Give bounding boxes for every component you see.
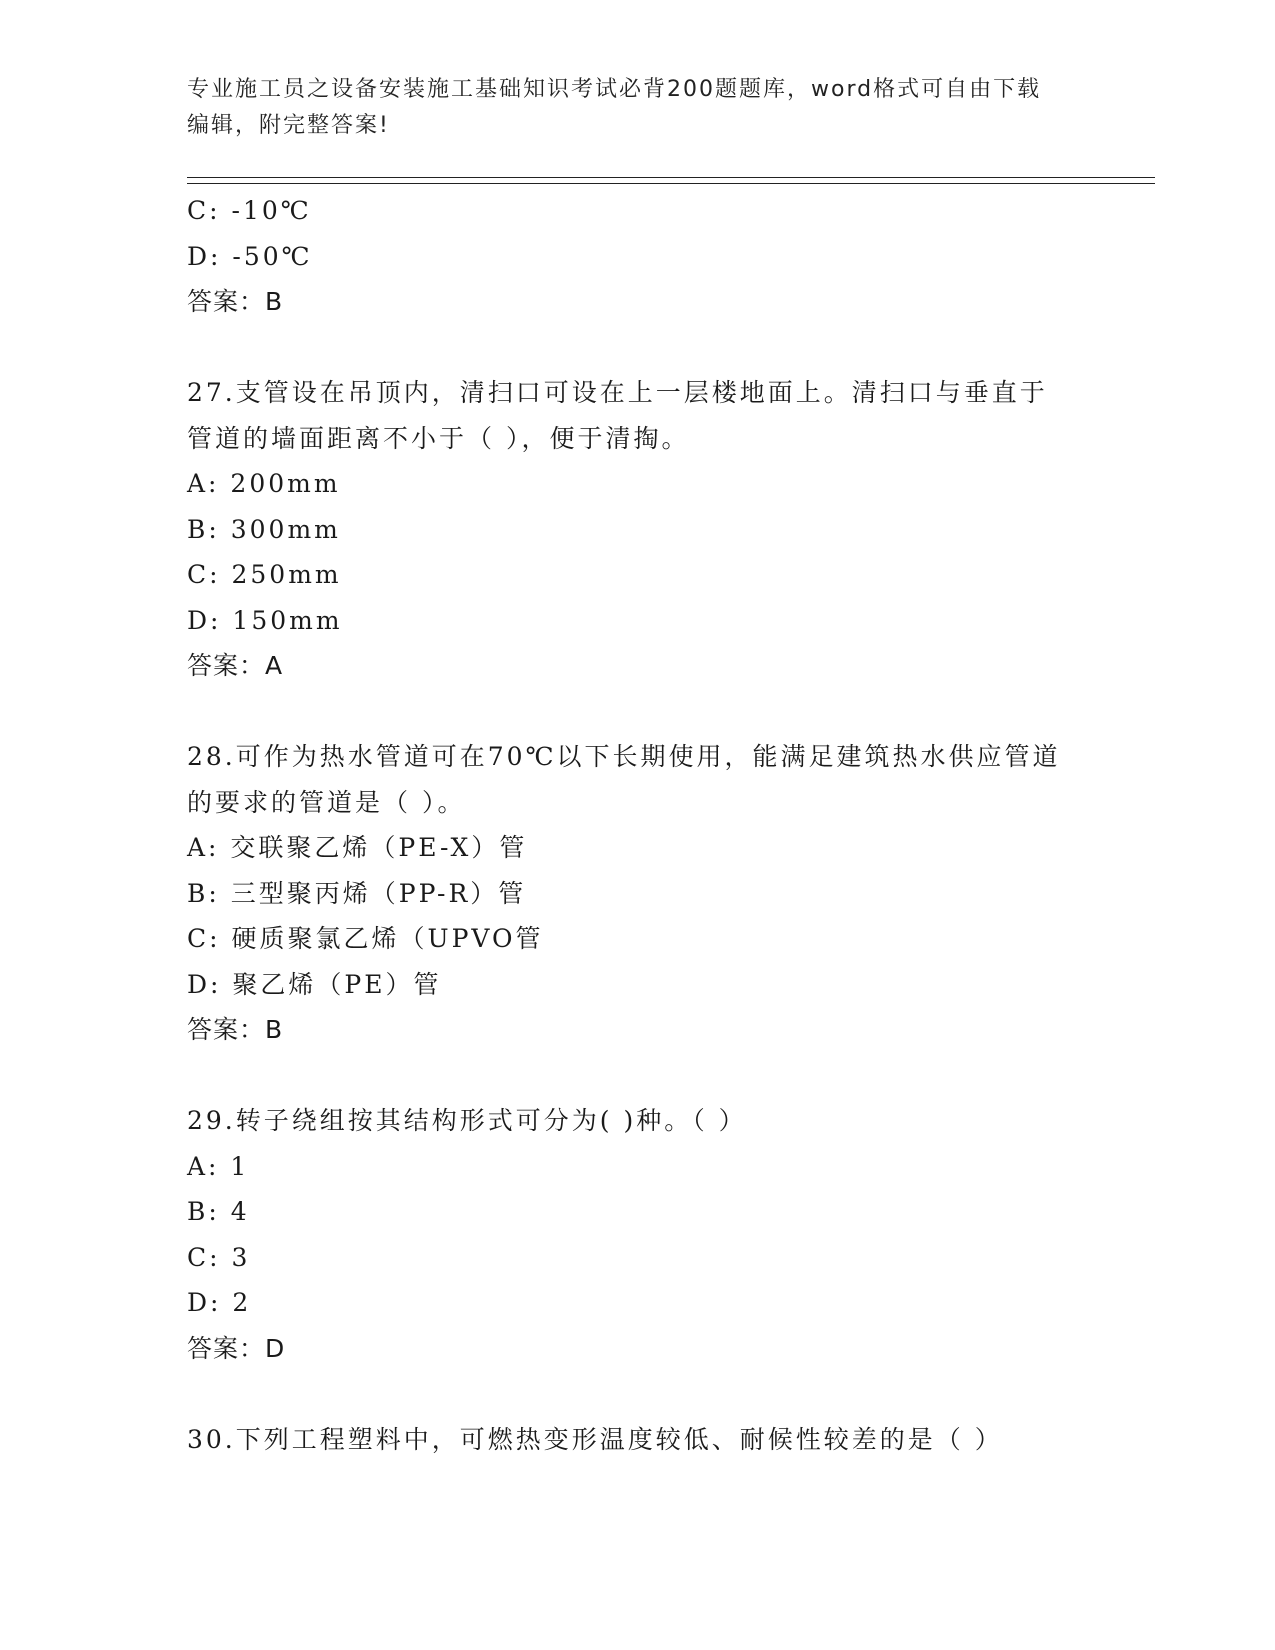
spacer [187,1371,1087,1417]
header-divider-top [187,177,1155,178]
q27-option-d: D: 150mm [187,605,343,635]
spacer [187,1053,1087,1099]
q27-answer: 答案：A [187,651,284,680]
q29-stem-line-1: 29.转子绕组按其结构形式可分为( )种。（ ） [187,1106,747,1135]
q28-option-d: D: 聚乙烯（PE）管 [187,969,442,999]
q29-answer: 答案：D [187,1333,286,1363]
spacer [187,325,1087,371]
q29-option-c: C: 3 [187,1242,251,1272]
q29-option-b: B: 4 [187,1197,250,1226]
q29-option-d: D: 2 [187,1288,252,1317]
q28-option-a: A: 交联聚乙烯（PE-X）管 [187,833,528,862]
q27-option-b: B: 300mm [187,514,341,544]
header-divider-bottom [187,183,1155,184]
q28-answer: 答案：B [187,1015,284,1044]
q28-option-b: B: 三型聚丙烯（PP-R）管 [187,878,527,908]
prev-option-c: C: -10℃ [187,196,312,225]
prev-answer: 答案：B [187,287,284,316]
prev-option-d: D: -50℃ [187,241,313,271]
q28-option-c: C: 硬质聚氯乙烯（UPVO管 [187,924,544,953]
question-list [187,188,1087,1462]
q27-stem-line-1: 27.支管设在吊顶内，清扫口可设在上一层楼地面上。清扫口与垂直于 [187,378,1048,407]
q28-stem-line-1: 28.可作为热水管道可在70℃以下长期使用，能满足建筑热水供应管道 [187,742,1061,771]
document-header [187,72,1067,144]
header-line-2: 编辑，附完整答案! [187,113,390,138]
q27-stem-line-2: 管道的墙面距离不小于（ ），便于清掏。 [187,423,690,453]
q30-stem-line-1: 30.下列工程塑料中，可燃热变形温度较低、耐候性较差的是（ ） [187,1424,1003,1454]
q28-stem-line-2: 的要求的管道是（ ）。 [187,787,466,817]
q27-option-a: A: 200mm [187,469,341,498]
spacer [187,689,1087,735]
q27-option-c: C: 250mm [187,560,342,589]
header-line-1: 专业施工员之设备安装施工基础知识考试必背200题题库，word格式可自由下载 [187,77,1042,102]
q29-option-a: A: 1 [187,1151,250,1181]
